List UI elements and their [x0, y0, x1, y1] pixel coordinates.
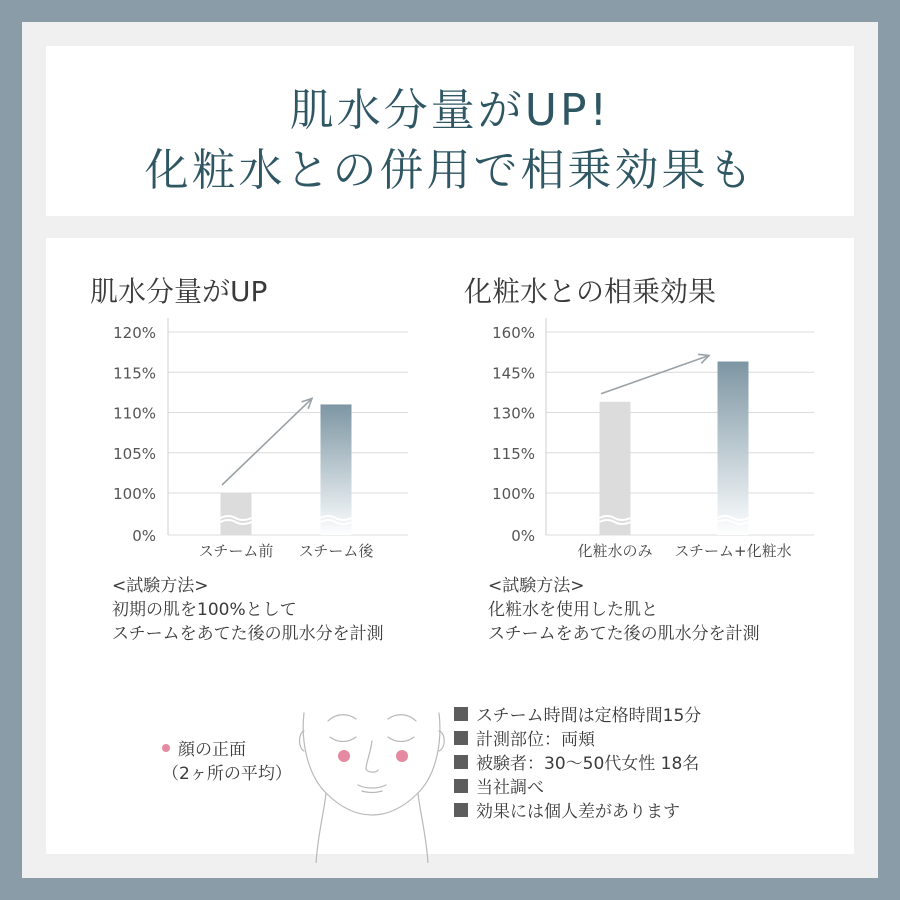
note-text: スチーム時間は定格時間15分 — [476, 706, 702, 726]
chart2-method-line-1: 化粧水を使用した肌と — [488, 600, 658, 620]
note-item — [454, 728, 701, 752]
y-tick-label: 115% — [492, 444, 535, 463]
chart2-method-heading: <試験方法> — [488, 576, 585, 596]
y-tick-label: 0% — [511, 527, 535, 545]
bullet-square-icon — [454, 731, 468, 745]
note-text: 当社調べ — [476, 778, 544, 798]
y-tick-label: 0% — [132, 527, 156, 545]
notes-list — [454, 704, 701, 824]
note-item — [454, 800, 701, 824]
bar — [600, 402, 631, 535]
y-tick-label: 160% — [492, 324, 535, 342]
y-tick-label: 105% — [113, 444, 156, 463]
y-tick-label: 110% — [113, 404, 156, 423]
note-text: 被験者：30～50代女性 18名 — [476, 754, 700, 774]
chart1-method-line-1: 初期の肌を100%として — [112, 600, 297, 620]
face-label — [162, 738, 292, 786]
chart1-title: 肌水分量がUP — [90, 275, 268, 308]
x-category-label: 化粧水のみ — [577, 542, 653, 560]
y-tick-label: 120% — [113, 324, 156, 342]
chart1-method-line-2: スチームをあてた後の肌水分を計測 — [112, 624, 384, 644]
y-tick-label: 100% — [492, 485, 535, 503]
chart2 — [492, 318, 814, 560]
trend-arrow — [601, 356, 709, 394]
note-item — [454, 704, 701, 728]
x-category-label: スチーム前 — [198, 542, 274, 560]
bar — [221, 493, 252, 535]
face-illustration-icon — [296, 693, 456, 863]
bullet-square-icon — [454, 755, 468, 769]
note-item — [454, 752, 701, 776]
note-item — [454, 776, 701, 800]
chart1-method-heading: <試験方法> — [112, 576, 209, 596]
chart2-method-line-2: スチームをあてた後の肌水分を計測 — [488, 624, 760, 644]
headline-line-1: 肌水分量がUP! — [289, 85, 611, 136]
bar — [718, 362, 749, 535]
chart2-method — [488, 574, 760, 646]
headline-line-2: 化粧水との併用で相乗効果も — [144, 145, 756, 196]
bullet-square-icon — [454, 779, 468, 793]
chart1 — [113, 318, 408, 560]
chart1-method — [112, 574, 384, 646]
y-tick-label: 145% — [492, 364, 535, 383]
note-text: 計測部位：両頬 — [476, 730, 595, 750]
title-panel — [46, 46, 854, 216]
trend-arrow — [222, 398, 312, 485]
y-tick-label: 100% — [113, 485, 156, 503]
cheek-dot-icon — [162, 744, 170, 752]
face-label-line-2: （2ヶ所の平均） — [162, 764, 292, 784]
bullet-square-icon — [454, 707, 468, 721]
bullet-square-icon — [454, 803, 468, 817]
y-tick-label: 130% — [492, 404, 535, 423]
face-label-line-1: 顔の正面 — [178, 740, 246, 760]
y-tick-label: 115% — [113, 364, 156, 383]
x-category-label: スチーム+化粧水 — [674, 542, 792, 560]
note-text: 効果には個人差があります — [476, 802, 680, 822]
chart2-title: 化粧水との相乗効果 — [464, 275, 717, 308]
x-category-label: スチーム後 — [298, 542, 374, 560]
results-panel — [46, 238, 854, 854]
charts-canvas — [46, 238, 854, 578]
